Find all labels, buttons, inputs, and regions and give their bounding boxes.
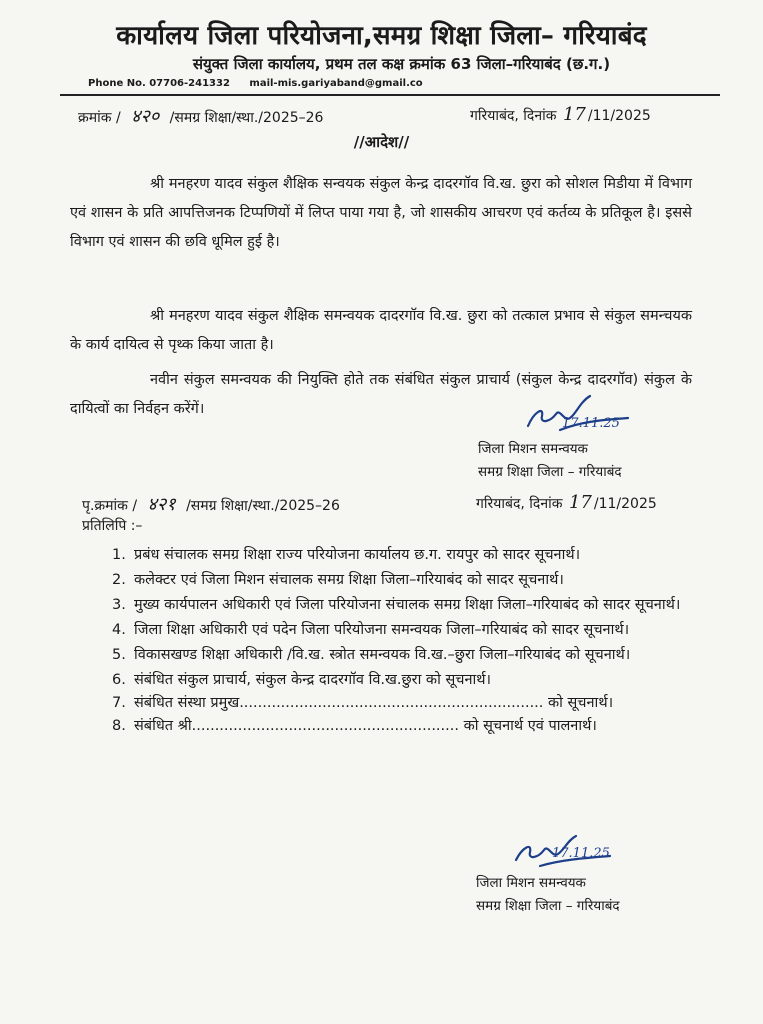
- copy-date: गरियाबंद, दिनांक 17 /11/2025: [476, 492, 657, 513]
- order-paragraph-1: श्री मनहरण यादव संकुल शैक्षिक सन्वयक संकुल केन्द्र दादरगॉव वि.ख. छुरा को सोशल मिडीया में विभाग एवं शासन के प्रति आपत्तिजनक टिप्पणियों में लिप्त पाया गया है, जो शासकीय आचरण एवं कर्तव्य के प्रतिकूल है। इससे विभाग एवं शासन की छवि धूमिल हुई है।: [70, 176, 692, 250]
- order-reference: क्रमांक / ४२० /समग्र शिक्षा/स्था./2025–26: [78, 106, 324, 127]
- signature-1-image: [520, 392, 640, 438]
- signature-2-date: 17.11.25: [552, 846, 610, 861]
- order-date: गरियाबंद, दिनांक 17 /11/2025: [470, 104, 651, 125]
- phone-number: Phone No. 07706-241332: [88, 78, 230, 89]
- letterhead-title: कार्यालय जिला परियोजना,समग्र शिक्षा जिला– गरियाबंद: [116, 21, 647, 51]
- order-number: ४२०: [131, 106, 160, 127]
- list-item: 7. संबंधित संस्था प्रमुख.................................................................. को सूचनार्थ।: [112, 695, 614, 711]
- list-item: 6. संबंधित संकुल प्राचार्य, संकुल केन्द्र दादरगॉव वि.ख.छुरा को सूचनार्थ।: [112, 672, 492, 688]
- list-item: 8. संबंधित श्री.......................................................... को सूचनार्थ एवं पालनार्थ।: [112, 718, 597, 734]
- signature-2-designation: जिला मिशन समन्वयक समग्र शिक्षा जिला – गरियाबंद: [476, 875, 620, 914]
- order-paragraph-2: श्री मनहरण यादव संकुल शैक्षिक समन्वयक दादरगॉव वि.ख. छुरा को तत्काल प्रभाव से संकुल समन्चयक के कार्य दायित्व से पृथ्क किया जाता है।: [70, 308, 692, 353]
- letterhead-contact: [88, 78, 423, 89]
- copy-list: [112, 544, 692, 738]
- order-paragraph-3: नवीन संकुल समन्वयक की नियुक्ति होते तक संबंधित संकुल प्राचार्य (संकुल केन्द्र दादरगॉव) संकुल के दायित्वों का निर्वहन करेंगें।: [70, 372, 692, 417]
- signature-1-date: 17.11.25: [562, 416, 620, 431]
- list-item: 5. विकासखण्ड शिक्षा अधिकारी /वि.ख. स्त्रोत समन्वयक वि.ख.–छुरा जिला–गरियाबंद को सूचनार्थ।: [112, 647, 631, 663]
- list-item: 3. मुख्य कार्यपालन अधिकारी एवं जिला परियोजना संचालक समग्र शिक्षा जिला–गरियाबंद को सादर सूचनार्थ।: [112, 597, 681, 613]
- list-item: 4. जिला शिक्षा अधिकारी एवं पदेन जिला परियोजना समन्वयक जिला–गरियाबंद को सादर सूचनार्थ।: [112, 622, 630, 638]
- copy-date-day: 17: [568, 492, 592, 513]
- list-item: 2. कलेक्टर एवं जिला मिशन संचालक समग्र शिक्षा जिला–गरियाबंद को सादर सूचनार्थ।: [112, 572, 564, 588]
- copy-reference: पृ.क्रमांक / ४२१ /समग्र शिक्षा/स्था./2025–26: [82, 494, 340, 515]
- header-divider: [60, 94, 720, 96]
- signature-1-designation: जिला मिशन समन्वयक समग्र शिक्षा जिला – गरियाबंद: [478, 441, 622, 480]
- letterhead-address: संयुक्त जिला कार्यालय, प्रथम तल कक्ष क्रमांक 63 जिला–गरियाबंद (छ.ग.): [192, 55, 611, 73]
- order-date-day: 17: [562, 104, 586, 125]
- order-heading: //आदेश//: [353, 133, 410, 151]
- copy-number: ४२१: [147, 494, 176, 515]
- email-address: mail-mis.gariyaband@gmail.co: [249, 78, 423, 89]
- copy-label: प्रतिलिपि :–: [82, 518, 143, 534]
- list-item: 1. प्रबंध संचालक समग्र शिक्षा राज्य परियोजना कार्यालय छ.ग. रायपुर को सादर सूचनार्थ।: [112, 547, 581, 563]
